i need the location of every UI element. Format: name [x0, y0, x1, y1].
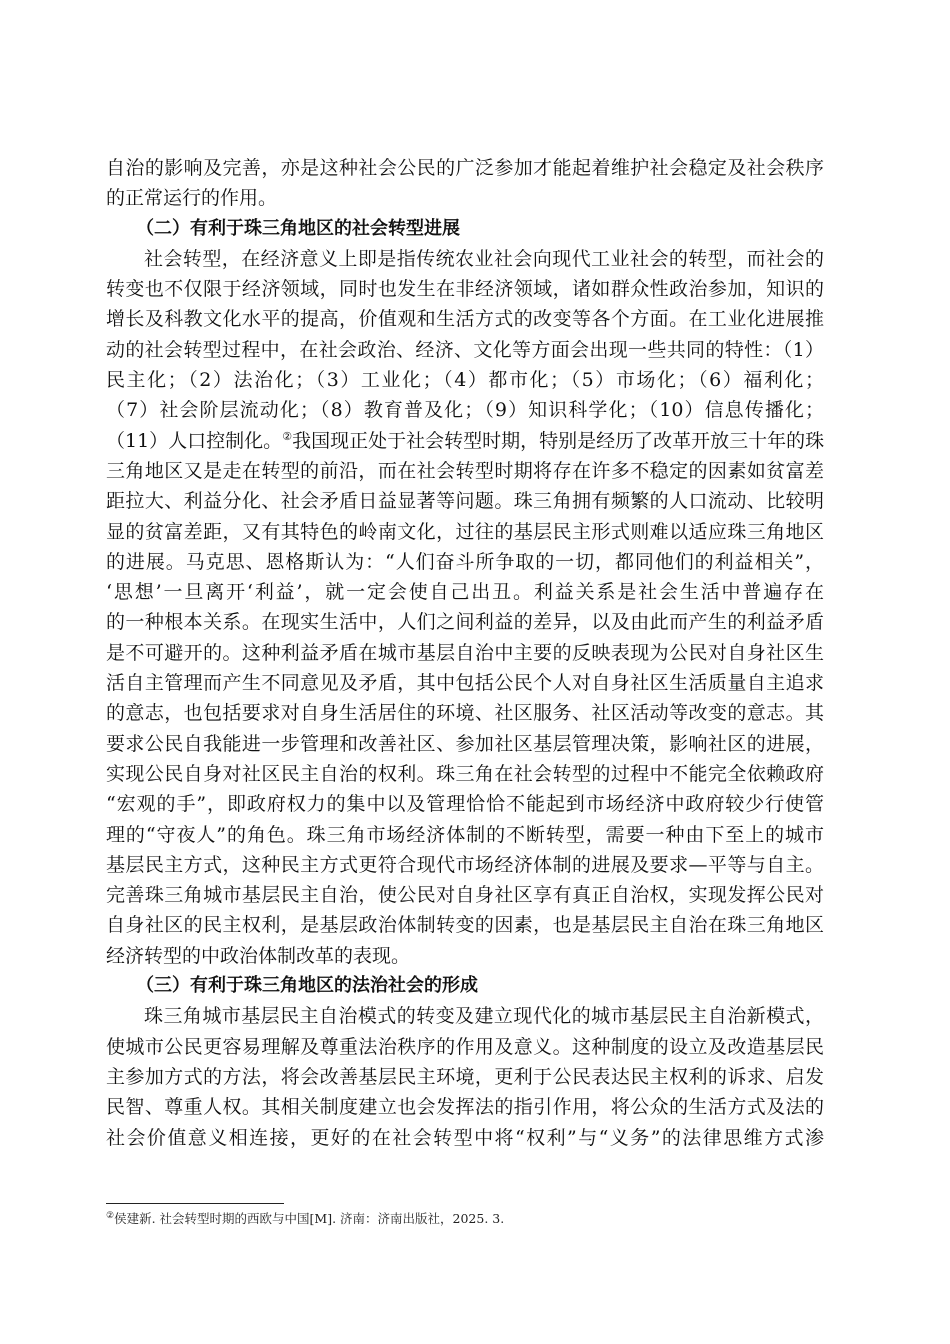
- text-line: 社会转型，在经济意义上即是指传统农业社会向现代工业社会的转型，而社会的: [144, 247, 824, 270]
- text-line: 基层民主方式，这种民主方式更符合现代市场经济体制的进展及要求—平等与自主。: [106, 853, 824, 876]
- paragraph-rule-of-law: [106, 1001, 824, 1152]
- text-line: 动的社会转型过程中，在社会政治、经济、文化等方面会出现一些共同的特性：（1）: [106, 338, 824, 361]
- section-heading-3: （三）有利于珠三角地区的法治社会的形成: [136, 975, 478, 997]
- text-line: 的意志，也包括要求对自身生活居住的环境、社区服务、社区活动等改变的意志。其: [106, 702, 824, 725]
- footnote-mark: ②: [106, 1211, 115, 1221]
- paragraph-continuation: [106, 153, 824, 214]
- text-line: 增长及科教文化水平的提高，价值观和生活方式的改变等各个方面。在工业化进展推: [106, 308, 824, 331]
- text-line: 是不可避开的。这种利益矛盾在城市基层自治中主要的反映表现为公民对自身社区生: [106, 641, 824, 664]
- text-line: 距拉大、利益分化、社会矛盾日益显著等问题。珠三角拥有频繁的人口流动、比较明: [106, 490, 824, 513]
- footnote-reference[interactable]: ②: [282, 429, 293, 443]
- paragraph-social-transformation: [106, 244, 824, 971]
- section-heading-2: （二）有利于珠三角地区的社会转型进展: [136, 217, 460, 239]
- text-line: “宏观的手”，即政府权力的集中以及管理恰恰不能起到市场经济中政府较少行使管: [106, 793, 824, 816]
- text-line: 显的贫富差距，又有其特色的岭南文化，过往的基层民主形式则难以适应珠三角地区: [106, 520, 824, 543]
- text-line: 自身社区的民主权利，是基层政治体制转变的因素，也是基层民主自治在珠三角地区: [106, 914, 824, 937]
- footnote-separator: [106, 1203, 284, 1204]
- text-line: 活自主管理而产生不同意见及矛盾，其中包括公民个人对自身社区生活质量自主追求: [106, 672, 824, 695]
- text-line: 的进展。马克思、恩格斯认为：“人们奋斗所争取的一切，都同他们的利益相关”，: [106, 550, 824, 573]
- text-line: 完善珠三角城市基层民主自治，使公民对自身社区享有真正自治权，实现发挥公民对: [106, 884, 824, 907]
- footnote-text: 侯建新. 社会转型时期的西欧与中国[M]. 济南：济南出版社，2025. 3.: [114, 1211, 505, 1226]
- text-line: 三角地区又是走在转型的前沿，而在社会转型时期将存在许多不稳定的因素如贫富差: [106, 459, 824, 482]
- text-line: 主参加方式的方法，将会改善基层民主环境，更利于公民表达民主权利的诉求、启发: [106, 1065, 824, 1088]
- text-line: 自治的影响及完善，亦是这种社会公民的广泛参加才能起着维护社会稳定及社会秩序: [106, 157, 824, 179]
- text-line: （7）社会阶层流动化；（8）教育普及化；（9）知识科学化；（10）信息传播化；: [106, 399, 824, 422]
- text-line: 民主化；（2）法治化；（3）工业化；（4）都市化；（5）市场化；（6）福利化；: [106, 369, 824, 392]
- text-line: 社会价值意义相连接，更好的在社会转型中将“权利”与“义务”的法律思维方式渗: [106, 1126, 824, 1149]
- text-line: ‘思想’一旦离开‘利益’，就一定会使自己出丑。利益关系是社会生活中普遍存在: [106, 581, 824, 604]
- text-line: 珠三角城市基层民主自治模式的转变及建立现代化的城市基层民主自治新模式，: [144, 1005, 824, 1028]
- footnote: [106, 1210, 504, 1228]
- text-line: 的一种根本关系。在现实生活中，人们之间利益的差异，以及由此而产生的利益矛盾: [106, 611, 824, 634]
- text-line-with-footnote: [106, 426, 824, 456]
- text-line: 的正常运行的作用。: [106, 187, 278, 210]
- text-line: 实现公民自身对社区民主自治的权利。珠三角在社会转型的过程中不能完全依赖政府: [106, 762, 824, 785]
- text-line: 民智、尊重人权。其相关制度建立也会发挥法的指引作用，将公众的生活方式及法的: [106, 1096, 824, 1119]
- text-line: 转变也不仅限于经济领域，同时也发生在非经济领域，诸如群众性政治参加，知识的: [106, 278, 824, 301]
- text-line: 使城市公民更容易理解及尊重法治秩序的作用及意义。这种制度的设立及改造基层民: [106, 1035, 824, 1058]
- text-line: 理的“守夜人”的角色。珠三角市场经济体制的不断转型，需要一种由下至上的城市: [106, 823, 824, 846]
- text-line: 要求公民自我能进一步管理和改善社区、参加社区基层管理决策，影响社区的进展，: [106, 732, 824, 755]
- text-line: 经济转型的中政治体制改革的表现。: [106, 944, 411, 967]
- text-segment: （11）人口控制化。: [106, 429, 283, 452]
- text-segment: 我国现正处于社会转型时期，特别是经历了改革开放三十年的珠: [292, 429, 825, 452]
- document-body: [106, 153, 824, 1153]
